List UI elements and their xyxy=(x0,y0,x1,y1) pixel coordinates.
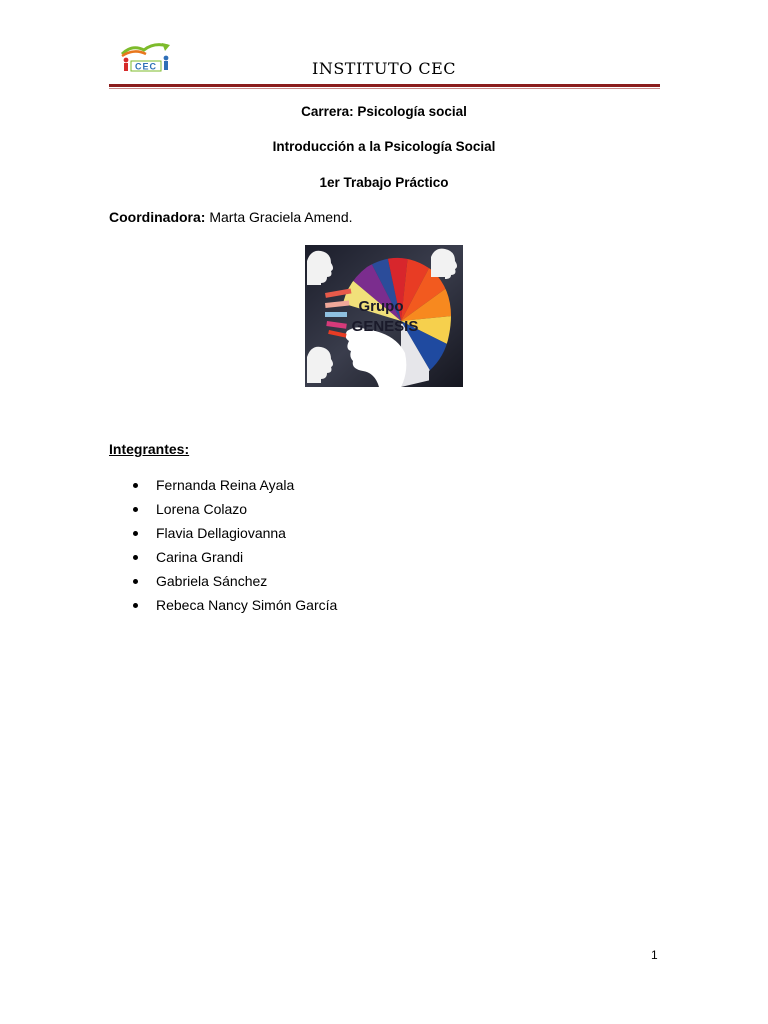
member-name: Gabriela Sánchez xyxy=(156,573,268,589)
svg-text:CEC: CEC xyxy=(134,61,158,72)
coordinator-name: Marta Graciela Amend. xyxy=(205,209,353,225)
svg-text:Grupo: Grupo xyxy=(358,298,404,315)
list-item xyxy=(130,572,337,596)
header-rule xyxy=(109,84,660,87)
bullet-icon xyxy=(133,507,138,512)
coordinator-label: Coordinadora: xyxy=(109,209,206,225)
header-rule-thin xyxy=(109,88,660,89)
member-name: Carina Grandi xyxy=(156,549,244,565)
svg-text:GENESIS: GENESIS xyxy=(351,318,419,335)
career-line: Carrera: Psicología social xyxy=(301,104,467,119)
list-item xyxy=(130,476,337,500)
coordinator-line xyxy=(109,209,353,225)
subject-line: Introducción a la Psicología Social xyxy=(272,139,496,154)
list-item xyxy=(130,524,337,548)
member-name: Lorena Colazo xyxy=(156,501,248,517)
bullet-icon xyxy=(133,531,138,536)
list-item xyxy=(130,500,337,524)
member-name: Rebeca Nancy Simón García xyxy=(156,597,338,613)
assignment-line: 1er Trabajo Práctico xyxy=(319,175,449,190)
list-item xyxy=(130,548,337,572)
institute-title: INSTITUTO CEC xyxy=(312,59,456,78)
members-list xyxy=(130,476,337,620)
member-name: Flavia Dellagiovanna xyxy=(156,525,286,541)
list-item xyxy=(130,596,337,620)
bullet-icon xyxy=(133,579,138,584)
members-heading: Integrantes: xyxy=(109,441,190,457)
bullet-icon xyxy=(133,555,138,560)
page-number: 1 xyxy=(651,948,658,962)
bullet-icon xyxy=(133,603,138,608)
bullet-icon xyxy=(133,483,138,488)
grupo-genesis-image xyxy=(305,245,463,387)
member-name: Fernanda Reina Ayala xyxy=(156,477,295,493)
